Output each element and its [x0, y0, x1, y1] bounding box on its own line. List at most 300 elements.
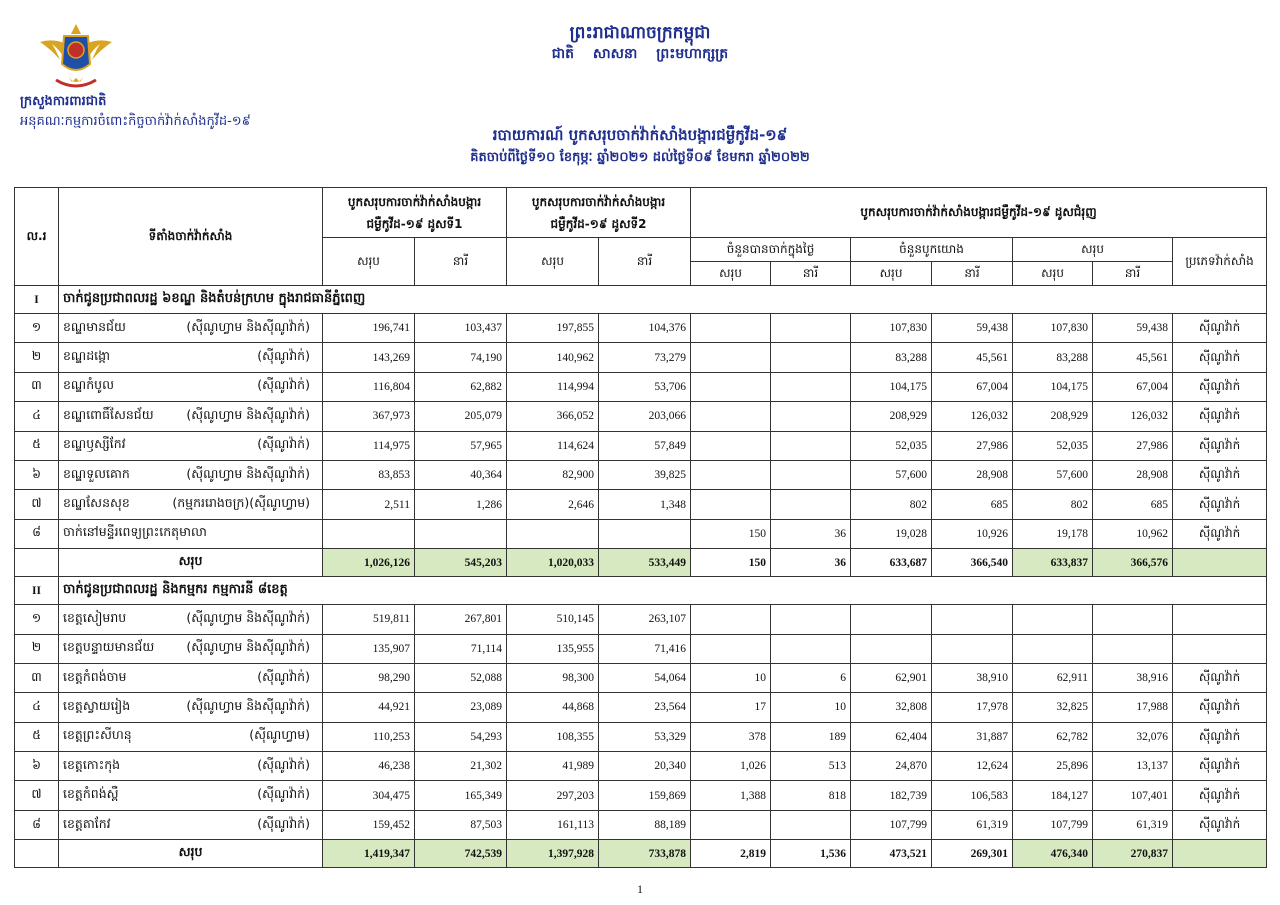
value-cell: 52,088 [415, 663, 507, 692]
value-cell [771, 314, 851, 343]
row-number: ៥ [15, 431, 59, 460]
total-row [15, 549, 1267, 577]
value-cell: 62,782 [1013, 722, 1093, 751]
value-cell: 67,004 [1093, 372, 1173, 401]
value-cell: 367,973 [323, 402, 415, 431]
value-cell: 88,189 [599, 810, 691, 839]
value-cell: 126,032 [1093, 402, 1173, 431]
value-cell [771, 402, 851, 431]
value-cell [1013, 605, 1093, 634]
header-today: ចំនួនបានចាក់ក្នុងថ្ងៃ [691, 238, 851, 262]
value-cell [1093, 634, 1173, 663]
value-cell: 103,437 [415, 314, 507, 343]
value-cell [691, 490, 771, 519]
value-cell [599, 519, 691, 548]
table-row [15, 693, 1267, 722]
vaccine-type: ស៊ីណូវ៉ាក់ [1173, 431, 1267, 460]
section-numeral: II [15, 577, 59, 605]
value-cell: 83,853 [323, 460, 415, 489]
value-cell: 57,600 [851, 460, 932, 489]
location-name: ខណ្ឌឫស្សីកែវ [63, 436, 126, 452]
location-cell [63, 698, 318, 717]
vaccine-type: ស៊ីណូវ៉ាក់ [1173, 372, 1267, 401]
value-cell: 31,887 [932, 722, 1013, 751]
value-cell: 19,028 [851, 519, 932, 548]
value-cell: 1,286 [415, 490, 507, 519]
value-cell [691, 314, 771, 343]
value-cell [691, 372, 771, 401]
row-number: ២ [15, 634, 59, 663]
value-cell: 40,364 [415, 460, 507, 489]
location-cell [63, 524, 318, 543]
value-cell: 510,145 [507, 605, 599, 634]
value-cell: 61,319 [1093, 810, 1173, 839]
row-location [59, 402, 323, 431]
section-title: ចាក់ជូនប្រជាពលរដ្ឋ និងកម្មករ កម្មការនី ៨ខេត្ត [59, 577, 1267, 605]
value-cell: 140,962 [507, 343, 599, 372]
value-cell: 13,137 [1093, 752, 1173, 781]
vaccine-type: ស៊ីណូវ៉ាក់ [1173, 663, 1267, 692]
row-location [59, 752, 323, 781]
location-cell [63, 495, 318, 514]
value-cell: 17,988 [1093, 693, 1173, 722]
header-today-total: សរុប [691, 262, 771, 286]
row-number: ២ [15, 343, 59, 372]
value-cell: 32,825 [1013, 693, 1093, 722]
location-name: ខេត្តបន្ទាយមានជ័យ [63, 639, 155, 655]
vaccine-type: ស៊ីណូវ៉ាក់ [1173, 752, 1267, 781]
value-cell [691, 810, 771, 839]
table-row [15, 372, 1267, 401]
location-name: ខណ្ឌសែនសុខ [63, 495, 130, 511]
value-cell [1093, 605, 1173, 634]
value-cell: 44,921 [323, 693, 415, 722]
value-cell: 21,302 [415, 752, 507, 781]
value-cell: 208,929 [851, 402, 932, 431]
total-label: សរុប [59, 549, 323, 577]
vaccine-note: (ស៊ីណូហ្វាម និងស៊ីណូវ៉ាក់) [186, 406, 310, 422]
value-cell [507, 519, 599, 548]
table-row [15, 431, 1267, 460]
table-row [15, 519, 1267, 548]
location-cell [63, 669, 318, 688]
value-cell: 67,004 [932, 372, 1013, 401]
vaccine-note: (ស៊ីណូហ្វាម និងស៊ីណូវ៉ាក់) [186, 318, 310, 334]
total-type-blank [1173, 549, 1267, 577]
value-cell: 150 [691, 519, 771, 548]
value-cell: 104,175 [851, 372, 932, 401]
value-cell: 59,438 [1093, 314, 1173, 343]
value-cell: 83,288 [851, 343, 932, 372]
row-location [59, 781, 323, 810]
total-value: 150 [691, 549, 771, 577]
total-value: 1,020,033 [507, 549, 599, 577]
location-cell [63, 639, 318, 658]
location-name: ខណ្ឌដង្កោ [63, 348, 110, 364]
value-cell: 114,994 [507, 372, 599, 401]
value-cell: 17,978 [932, 693, 1013, 722]
header-sum: សរុប [1013, 238, 1173, 262]
value-cell: 17 [691, 693, 771, 722]
value-cell: 135,955 [507, 634, 599, 663]
table-row [15, 460, 1267, 489]
total-value: 476,340 [1013, 840, 1093, 868]
value-cell: 52,035 [851, 431, 932, 460]
value-cell: 23,564 [599, 693, 691, 722]
value-cell: 32,076 [1093, 722, 1173, 751]
location-cell [63, 348, 318, 367]
value-cell: 107,799 [1013, 810, 1093, 839]
value-cell: 27,986 [932, 431, 1013, 460]
value-cell: 87,503 [415, 810, 507, 839]
value-cell: 82,900 [507, 460, 599, 489]
value-cell: 20,340 [599, 752, 691, 781]
value-cell [771, 605, 851, 634]
vaccine-note: (ស៊ីណូវ៉ាក់) [257, 786, 310, 802]
total-value: 1,536 [771, 840, 851, 868]
total-label: សរុប [59, 840, 323, 868]
table-row [15, 810, 1267, 839]
value-cell: 57,600 [1013, 460, 1093, 489]
value-cell: 267,801 [415, 605, 507, 634]
value-cell: 12,624 [932, 752, 1013, 781]
total-blank [15, 840, 59, 868]
value-cell: 106,583 [932, 781, 1013, 810]
total-value: 473,521 [851, 840, 932, 868]
value-cell: 159,869 [599, 781, 691, 810]
value-cell: 366,052 [507, 402, 599, 431]
value-cell: 39,825 [599, 460, 691, 489]
value-cell: 71,114 [415, 634, 507, 663]
vaccine-type: ស៊ីណូវ៉ាក់ [1173, 810, 1267, 839]
location-cell [63, 466, 318, 485]
vaccine-note: (ស៊ីណូវ៉ាក់) [257, 668, 310, 684]
value-cell: 802 [1013, 490, 1093, 519]
table-row [15, 722, 1267, 751]
value-cell: 519,811 [323, 605, 415, 634]
table-row [15, 634, 1267, 663]
value-cell: 1,026 [691, 752, 771, 781]
value-cell: 62,911 [1013, 663, 1093, 692]
row-location [59, 314, 323, 343]
value-cell [771, 490, 851, 519]
total-value: 270,837 [1093, 840, 1173, 868]
value-cell [691, 460, 771, 489]
vaccine-type: ស៊ីណូវ៉ាក់ [1173, 693, 1267, 722]
value-cell: 41,989 [507, 752, 599, 781]
value-cell: 53,706 [599, 372, 691, 401]
vaccine-type: ស៊ីណូវ៉ាក់ [1173, 490, 1267, 519]
table-row [15, 605, 1267, 634]
header-vaccine-type: ប្រភេទវ៉ាក់សាំង [1173, 238, 1267, 286]
total-value: 2,819 [691, 840, 771, 868]
row-location [59, 722, 323, 751]
value-cell: 32,808 [851, 693, 932, 722]
value-cell: 44,868 [507, 693, 599, 722]
section-header-row [15, 286, 1267, 314]
row-location [59, 460, 323, 489]
value-cell [932, 605, 1013, 634]
location-name: ខេត្តកំពង់ស្ពឺ [63, 786, 119, 802]
value-cell [1013, 634, 1093, 663]
national-motto: ជាតិ សាសនា ព្រះមហាក្សត្រ [551, 46, 729, 62]
value-cell: 45,561 [1093, 343, 1173, 372]
table-row [15, 402, 1267, 431]
total-value: 1,419,347 [323, 840, 415, 868]
header-d1-female: នារី [415, 238, 507, 286]
value-cell: 104,175 [1013, 372, 1093, 401]
value-cell: 114,975 [323, 431, 415, 460]
total-value: 633,687 [851, 549, 932, 577]
location-cell [63, 319, 318, 338]
row-number: ៨ [15, 519, 59, 548]
value-cell [323, 519, 415, 548]
table-row [15, 781, 1267, 810]
value-cell [851, 634, 932, 663]
value-cell: 304,475 [323, 781, 415, 810]
kingdom-heading: ព្រះរាជាណាចក្រកម្ពុជា [569, 23, 711, 43]
table-row [15, 752, 1267, 781]
value-cell [691, 605, 771, 634]
value-cell: 59,438 [932, 314, 1013, 343]
value-cell: 57,965 [415, 431, 507, 460]
value-cell: 107,830 [851, 314, 932, 343]
value-cell: 1,388 [691, 781, 771, 810]
table-row [15, 490, 1267, 519]
value-cell: 28,908 [932, 460, 1013, 489]
value-cell: 116,804 [323, 372, 415, 401]
row-number: ៧ [15, 781, 59, 810]
value-cell: 62,404 [851, 722, 932, 751]
row-number: ១ [15, 314, 59, 343]
value-cell: 143,269 [323, 343, 415, 372]
location-cell [63, 786, 318, 805]
vaccine-note: (ស៊ីណូហ្វាម) [249, 727, 310, 743]
value-cell: 46,238 [323, 752, 415, 781]
value-cell: 98,290 [323, 663, 415, 692]
header-no: ល.រ [15, 188, 59, 286]
vaccine-note: (ស៊ីណូហ្វាម និងស៊ីណូវ៉ាក់) [186, 639, 310, 655]
total-row [15, 840, 1267, 868]
vaccine-type: ស៊ីណូវ៉ាក់ [1173, 314, 1267, 343]
vaccine-note: (ស៊ីណូវ៉ាក់) [257, 436, 310, 452]
header-dose1: បូកសរុបការចាក់វ៉ាក់សាំងបង្ការជម្ងឺកូវីដ-១៩ ដូសទី1 [323, 188, 507, 238]
value-cell: 107,401 [1093, 781, 1173, 810]
vaccine-note: (ស៊ីណូវ៉ាក់) [257, 348, 310, 364]
row-number: ៤ [15, 402, 59, 431]
value-cell: 10 [771, 693, 851, 722]
location-cell [63, 757, 318, 776]
vaccine-type: ស៊ីណូវ៉ាក់ [1173, 343, 1267, 372]
value-cell: 53,329 [599, 722, 691, 751]
row-number: ៧ [15, 490, 59, 519]
location-cell [63, 436, 318, 455]
total-value: 733,878 [599, 840, 691, 868]
row-location [59, 519, 323, 548]
row-location [59, 605, 323, 634]
value-cell: 297,203 [507, 781, 599, 810]
vaccine-note: (ស៊ីណូហ្វាម និងស៊ីណូវ៉ាក់) [186, 609, 310, 625]
table-row [15, 343, 1267, 372]
value-cell: 197,855 [507, 314, 599, 343]
value-cell: 24,870 [851, 752, 932, 781]
table-row [15, 314, 1267, 343]
report-date-range: គិតចាប់ពីថ្ងៃទី១០ ខែកុម្ភៈ ឆ្នាំ២០២១ ដល់ថ្ងៃទី០៩ ខែមករា ឆ្នាំ២០២២ [470, 150, 810, 165]
total-value: 269,301 [932, 840, 1013, 868]
total-value: 533,449 [599, 549, 691, 577]
header-sum-total: សរុប [1013, 262, 1093, 286]
total-value: 36 [771, 549, 851, 577]
location-name: ខេត្តព្រះសីហនុ [63, 727, 132, 743]
row-number: ៣ [15, 372, 59, 401]
row-number: ៨ [15, 810, 59, 839]
header-sum-female: នារី [1093, 262, 1173, 286]
row-number: ៦ [15, 752, 59, 781]
value-cell: 203,066 [599, 402, 691, 431]
section-numeral: I [15, 286, 59, 314]
location-cell [63, 377, 318, 396]
header-cum-total: សរុប [851, 262, 932, 286]
page-number: 1 [637, 882, 643, 896]
total-value: 633,837 [1013, 549, 1093, 577]
total-blank [15, 549, 59, 577]
vaccine-type: ស៊ីណូវ៉ាក់ [1173, 460, 1267, 489]
header-today-female: នារី [771, 262, 851, 286]
total-value: 366,540 [932, 549, 1013, 577]
value-cell [691, 343, 771, 372]
vaccine-type [1173, 634, 1267, 663]
value-cell: 182,739 [851, 781, 932, 810]
value-cell: 10,962 [1093, 519, 1173, 548]
value-cell: 114,624 [507, 431, 599, 460]
location-name: ខេត្តស្វាយរៀង [63, 697, 131, 713]
value-cell: 196,741 [323, 314, 415, 343]
row-location [59, 372, 323, 401]
value-cell: 2,646 [507, 490, 599, 519]
value-cell: 71,416 [599, 634, 691, 663]
value-cell: 57,849 [599, 431, 691, 460]
value-cell: 263,107 [599, 605, 691, 634]
row-location [59, 634, 323, 663]
total-value: 366,576 [1093, 549, 1173, 577]
vaccine-type: ស៊ីណូវ៉ាក់ [1173, 519, 1267, 548]
value-cell: 36 [771, 519, 851, 548]
vaccine-note: (កម្មកររោងចក្រ)(ស៊ីណូហ្វាម) [172, 495, 310, 511]
value-cell: 685 [932, 490, 1013, 519]
vaccine-note: (ស៊ីណូវ៉ាក់) [257, 377, 310, 393]
value-cell [932, 634, 1013, 663]
subcommittee-name: អនុគណៈកម្មការចំពោះកិច្ចចាក់វ៉ាក់សាំងកូវីដ-១៩ [20, 114, 251, 129]
location-name: ខណ្ឌមានជ័យ [63, 318, 126, 334]
total-value: 545,203 [415, 549, 507, 577]
section-header-row [15, 577, 1267, 605]
value-cell: 61,319 [932, 810, 1013, 839]
value-cell: 10 [691, 663, 771, 692]
value-cell: 45,561 [932, 343, 1013, 372]
vaccine-note: (ស៊ីណូវ៉ាក់) [257, 756, 310, 772]
report-title: របាយការណ៍ បូកសរុបចាក់វ៉ាក់សាំងបង្ការជម្ងឺកូវីដ-១៩ [492, 126, 788, 144]
location-name: ខណ្ឌពោធិ៍សែនជ័យ [63, 406, 154, 422]
value-cell [771, 634, 851, 663]
value-cell: 513 [771, 752, 851, 781]
value-cell [691, 402, 771, 431]
value-cell: 108,355 [507, 722, 599, 751]
vaccine-note: (ស៊ីណូហ្វាម និងស៊ីណូវ៉ាក់) [186, 465, 310, 481]
value-cell: 28,908 [1093, 460, 1173, 489]
header-dose3: បូកសរុបការចាក់វ៉ាក់សាំងបង្ការជម្ងឺកូវីដ-១៩ ដូសជំរុញ [691, 188, 1267, 238]
value-cell: 208,929 [1013, 402, 1093, 431]
value-cell: 126,032 [932, 402, 1013, 431]
value-cell [771, 431, 851, 460]
total-value: 1,397,928 [507, 840, 599, 868]
value-cell: 107,830 [1013, 314, 1093, 343]
vaccine-type: ស៊ីណូវ៉ាក់ [1173, 781, 1267, 810]
header-cum-female: នារី [932, 262, 1013, 286]
value-cell: 10,926 [932, 519, 1013, 548]
section-title: ចាក់ជូនប្រជាពលរដ្ឋ ៦ខណ្ឌ និងតំបន់ក្រហម ក្នុងរាជធានីភ្នំពេញ [59, 286, 1267, 314]
location-name: ចាក់នៅមន្ទីរពេទ្យព្រះកេតុមាលា [63, 524, 207, 540]
value-cell: 19,178 [1013, 519, 1093, 548]
value-cell: 685 [1093, 490, 1173, 519]
value-cell: 2,511 [323, 490, 415, 519]
value-cell: 98,300 [507, 663, 599, 692]
vaccine-type: ស៊ីណូវ៉ាក់ [1173, 722, 1267, 751]
value-cell [851, 605, 932, 634]
value-cell: 74,190 [415, 343, 507, 372]
value-cell: 27,986 [1093, 431, 1173, 460]
value-cell: 54,293 [415, 722, 507, 751]
table-row [15, 663, 1267, 692]
header-cumulative: ចំនួនបូកយោង [851, 238, 1013, 262]
row-location [59, 693, 323, 722]
value-cell: 205,079 [415, 402, 507, 431]
value-cell [771, 343, 851, 372]
location-cell [63, 610, 318, 629]
row-number: ១ [15, 605, 59, 634]
header-location: ទីតាំងចាក់វ៉ាក់សាំង [59, 188, 323, 286]
location-cell [63, 407, 318, 426]
value-cell [771, 460, 851, 489]
ministry-name: ក្រសួងការពារជាតិ [20, 94, 107, 109]
value-cell: 107,799 [851, 810, 932, 839]
value-cell: 110,253 [323, 722, 415, 751]
value-cell [771, 810, 851, 839]
value-cell: 165,349 [415, 781, 507, 810]
value-cell: 52,035 [1013, 431, 1093, 460]
value-cell: 38,910 [932, 663, 1013, 692]
value-cell: 378 [691, 722, 771, 751]
header-dose2: បូកសរុបការចាក់វ៉ាក់សាំងបង្ការជម្ងឺកូវីដ-១៩ ដូសទី2 [507, 188, 691, 238]
location-name: ខេត្តកោះកុង [63, 756, 121, 772]
location-name: ខេត្តតាកែវ [63, 815, 111, 831]
row-location [59, 663, 323, 692]
value-cell: 6 [771, 663, 851, 692]
location-cell [63, 816, 318, 835]
value-cell: 802 [851, 490, 932, 519]
value-cell: 38,916 [1093, 663, 1173, 692]
vaccine-note: (ស៊ីណូហ្វាម និងស៊ីណូវ៉ាក់) [186, 697, 310, 713]
value-cell: 73,279 [599, 343, 691, 372]
value-cell: 23,089 [415, 693, 507, 722]
total-value: 742,539 [415, 840, 507, 868]
value-cell: 62,901 [851, 663, 932, 692]
row-location [59, 343, 323, 372]
value-cell: 818 [771, 781, 851, 810]
row-location [59, 431, 323, 460]
value-cell: 161,113 [507, 810, 599, 839]
header-d2-total: សរុប [507, 238, 599, 286]
value-cell: 189 [771, 722, 851, 751]
